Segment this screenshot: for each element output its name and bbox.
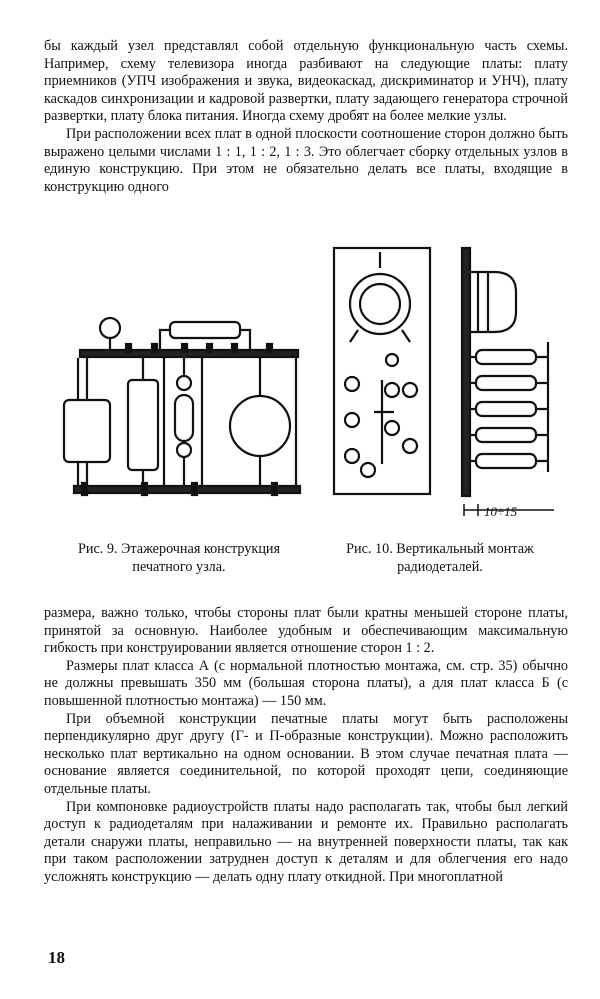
text-block-top: [44, 38, 568, 196]
paragraph: При компоновке радиоустройств платы надо располагать так, чтобы был легкий доступ к радиодеталям при налаживании и ремонте их. Правильно располагать детали снаружи платы, неправильно — на внутренней поверхности платы, так как при таком расположении затруднен доступ к деталям и для облегчения его надо усложнять конструкцию — делать одну плату откидной. При многоплатной: [44, 798, 568, 885]
paragraph: При расположении всех плат в одной плоскости соотношение сторон должно быть выражено целыми числами 1 : 1, 1 : 2, 1 : 3. Это облегчает сборку отдельных узлов в единую конструкцию. При этом не обязательно делать все платы, входящие в конструкцию одного: [44, 125, 568, 195]
page-number: 18: [48, 948, 65, 967]
paragraph: Размеры плат класса А (с нормальной плотностью монтажа, см. стр. 35) обычно не должны превышать 350 мм (большая сторона платы), а для плат класса Б (с повышенной плотностью монтажа) — 150 мм.: [44, 657, 568, 709]
paragraph: бы каждый узел представлял собой отдельную функциональную часть схемы. Например, схему телевизора иногда разбивают на следующие платы: плату приемников (УПЧ изображения и звука, видеокаскад, дискриминатор и УНЧ), плату каскадов синхронизации и кадровой развертки, плату задающего генератора строчной развертки, плату блока питания. Иногда схему дробят на более мелкие узлы.: [44, 38, 568, 125]
dimension-label: 10÷15: [484, 504, 518, 519]
paragraph: При объемной конструкции печатные платы могут быть расположены перпендикулярно друг другу (Г- и П-образные конструкции). Можно расположить несколько плат вертикально на одном основании. В этом случае печатная плата — основание является соединительной, по которой проходят цепи, соединяющие отдельные платы.: [44, 710, 568, 797]
figure-9-illustration: [42, 300, 312, 525]
figure-9-caption: Рис. 9. Этажерочная конструкция печатного узла.: [77, 541, 281, 575]
text-block-bottom: [44, 605, 568, 887]
figure-10-illustration: [328, 242, 568, 530]
paragraph: размера, важно только, чтобы стороны плат были кратны меньшей стороне платы, принятой за основную. Наиболее удобным и обеспечивающим максимальную гибкость при конструировании является отношение сторон 1 : 2.: [44, 605, 568, 657]
figure-10-caption: Рис. 10. Вертикальный монтаж радиодеталей.: [346, 541, 534, 575]
